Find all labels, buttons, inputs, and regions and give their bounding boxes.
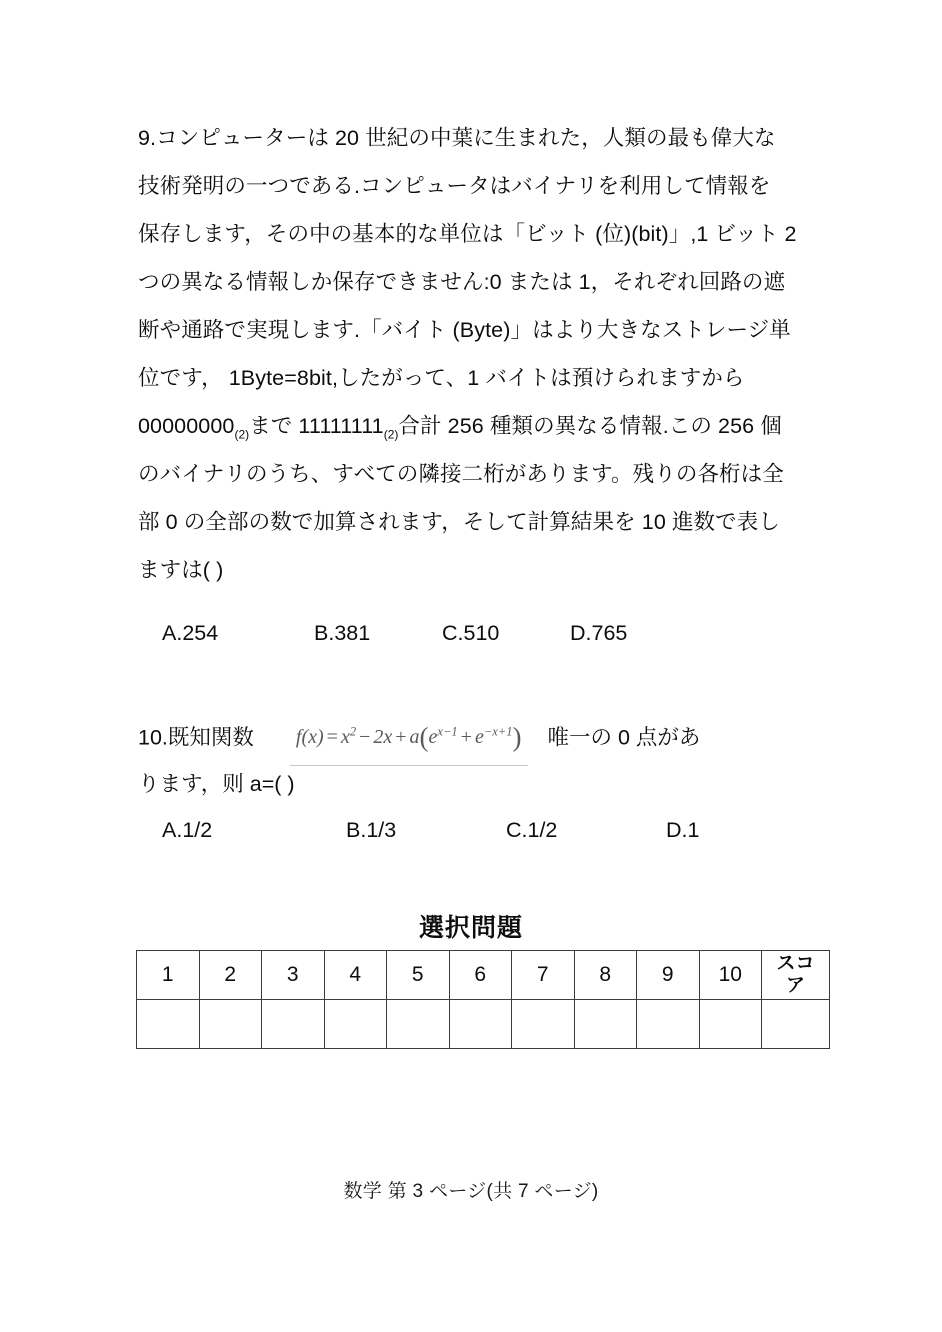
question-10-formula <box>290 712 528 766</box>
question-9-options <box>138 613 814 653</box>
question-10-line-1 <box>138 712 828 760</box>
answer-cell[interactable] <box>387 1000 450 1049</box>
question-9-line: 部 0 の全部の数で加算されます，そして計算結果を 10 進数で表し <box>138 510 780 534</box>
question-9-answer-blank-line[interactable]: ますは( ) <box>138 558 224 582</box>
formula-term1-exponent: 2 <box>349 724 357 739</box>
binary-low-subscript: (2) <box>234 427 250 442</box>
question-9-line: 断や通路で実現します.「バイト (Byte)」はより大きなストレージ単 <box>138 318 791 342</box>
table-header-cell: 9 <box>637 951 700 1000</box>
question-9-body <box>138 114 814 594</box>
answer-table-heading: 選択問題 <box>418 914 523 942</box>
answer-cell[interactable] <box>449 1000 512 1049</box>
answer-cell[interactable] <box>199 1000 262 1049</box>
answer-cell[interactable] <box>574 1000 637 1049</box>
option-c[interactable]: C.510 <box>442 621 500 645</box>
option-a[interactable]: A.1/2 <box>162 818 213 842</box>
answer-cell[interactable] <box>699 1000 762 1049</box>
question-9-binary-line <box>138 402 814 450</box>
formula-exp1-exponent: x−1 <box>437 724 458 739</box>
table-header-cell: 3 <box>262 951 325 1000</box>
page-footer: 数学 第 3 ページ(共 7 ページ) <box>343 1181 599 1202</box>
table-header-cell: 8 <box>574 951 637 1000</box>
formula-inner-plus: + <box>460 726 472 748</box>
answer-cell[interactable] <box>137 1000 200 1049</box>
question-10-options <box>138 810 814 850</box>
formula-minus: − <box>359 726 371 748</box>
question-9-line: 技術発明の一つである.コンピュータはバイナリを利用して情報を <box>138 174 771 198</box>
answer-cell[interactable] <box>512 1000 575 1049</box>
answer-table <box>136 950 830 1049</box>
question-9-line: 位です， 1Byte=8bit,したがって、1 バイトは預けられますから <box>138 366 745 390</box>
option-c[interactable]: C.1/2 <box>506 818 558 842</box>
question-9-line: つの異なる情報しか保存できません:0 または 1，それぞれ回路の遮 <box>138 270 786 294</box>
binary-low-value: 00000000 <box>138 414 235 438</box>
formula-paren-close: ) <box>512 722 522 752</box>
answer-cell[interactable] <box>262 1000 325 1049</box>
formula-exp2-exponent: −x+1 <box>483 724 513 739</box>
option-d[interactable]: D.765 <box>570 621 628 645</box>
option-d[interactable]: D.1 <box>666 818 700 842</box>
score-cell[interactable] <box>762 1000 830 1049</box>
formula-equals: = <box>326 726 338 748</box>
question-9-line: のバイナリのうち、すべての隣接二桁があります。残りの各桁は全 <box>138 462 784 486</box>
question-10-answer-blank-line[interactable]: ります，则 a=( ) <box>138 772 295 796</box>
option-a[interactable]: A.254 <box>162 621 219 645</box>
option-b[interactable]: B.1/3 <box>346 818 397 842</box>
formula-exp1-base: e <box>428 726 438 748</box>
table-header-cell: 7 <box>512 951 575 1000</box>
formula-plus: + <box>395 726 407 748</box>
formula-exp2-base: e <box>474 726 484 748</box>
answer-cell[interactable] <box>637 1000 700 1049</box>
table-answer-row <box>137 1000 830 1049</box>
table-header-cell: 1 <box>137 951 200 1000</box>
question-9-line: 保存します，その中の基本的な単位は「ビット (位)(bit)」,1 ビット 2 <box>138 222 797 246</box>
binary-high-value: 11111111 <box>298 414 384 438</box>
binary-high-subscript: (2) <box>383 427 399 442</box>
question-10-suffix: 唯一の 0 点があ <box>547 725 701 750</box>
formula-paren-open: ( <box>419 722 429 752</box>
table-header-row <box>137 951 830 1000</box>
table-header-cell: 10 <box>699 951 762 1000</box>
binary-tail-text: 合計 256 種類の異なる情報.この 256 個 <box>398 414 782 438</box>
question-10-prefix: 10.既知関数 <box>138 725 254 750</box>
formula-expression <box>295 722 522 752</box>
answer-cell[interactable] <box>324 1000 387 1049</box>
formula-coefficient: a <box>409 726 420 748</box>
formula-lhs: f(x) <box>295 726 324 748</box>
table-header-cell-score: スコア <box>762 951 830 1000</box>
table-header-cell: 6 <box>449 951 512 1000</box>
table-header-cell: 5 <box>387 951 450 1000</box>
question-9-line: 9.コンピューターは 20 世紀の中葉に生まれた，人類の最も偉大な <box>138 126 776 150</box>
table-header-cell: 2 <box>199 951 262 1000</box>
table-header-cell: 4 <box>324 951 387 1000</box>
option-b[interactable]: B.381 <box>314 621 371 645</box>
formula-term2: 2x <box>373 726 393 748</box>
formula-term1-base: x <box>340 726 350 748</box>
binary-between-text: まで <box>249 414 293 438</box>
